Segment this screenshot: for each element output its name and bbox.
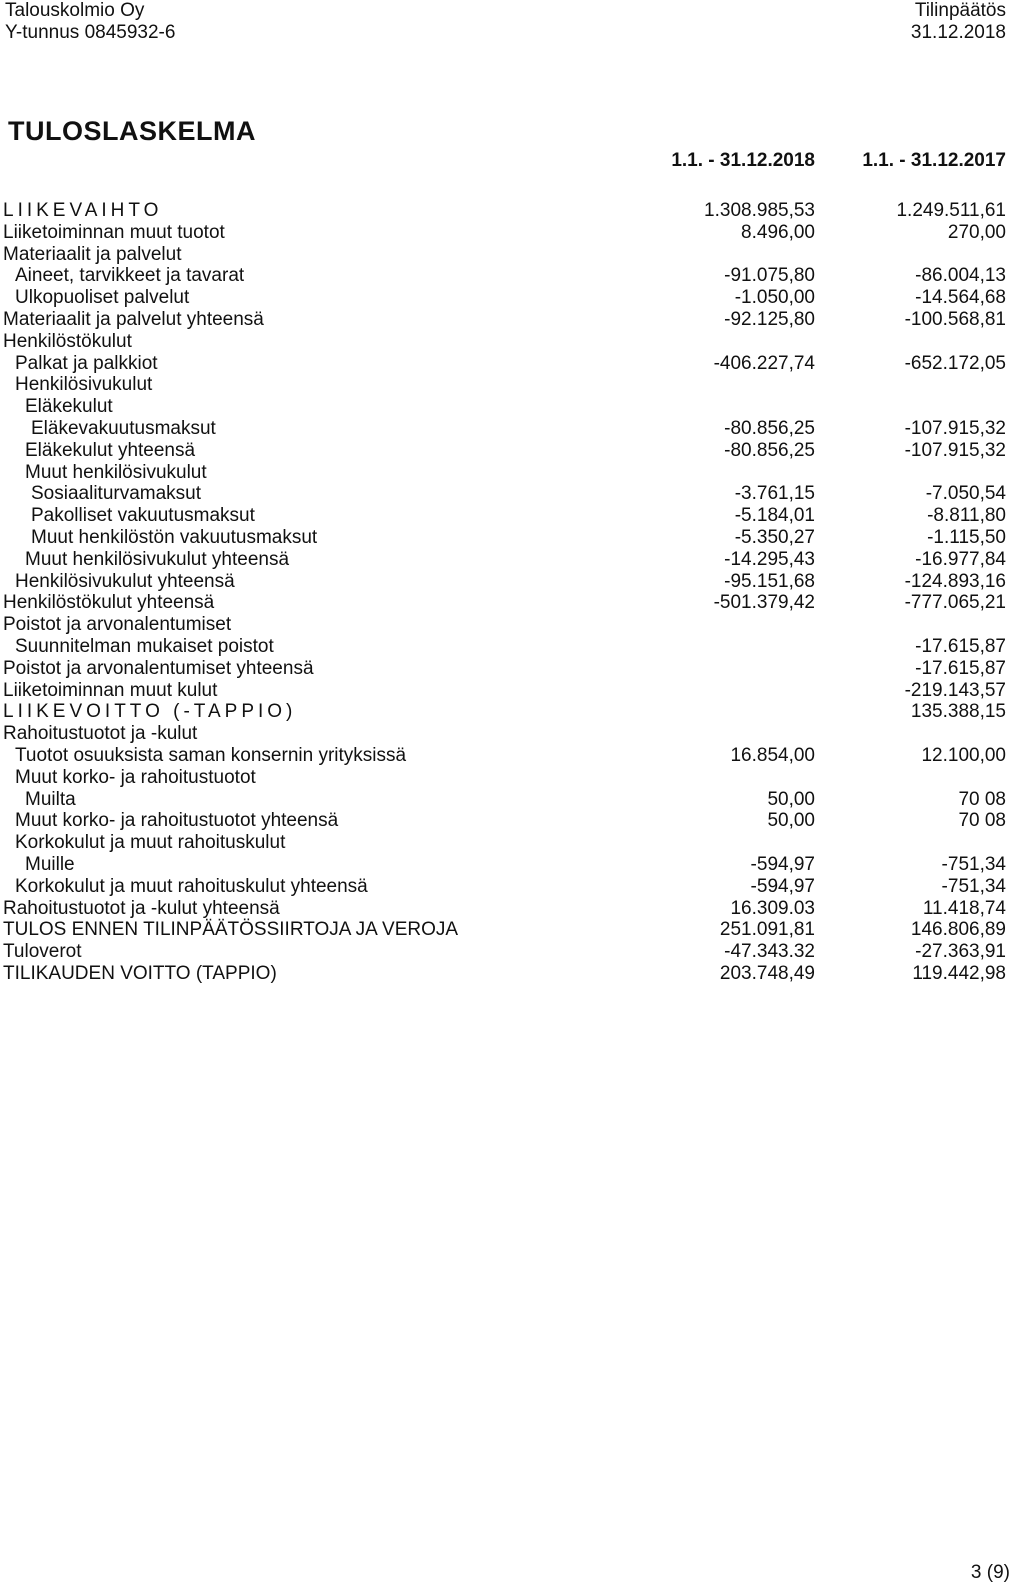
row-label: TULOS ENNEN TILINPÄÄTÖSSIIRTOJA JA VEROJA [3,919,459,941]
value-2017: -219.143,57 [904,679,1006,701]
row-label: Muut henkilöstön vakuutusmaksut [31,526,318,548]
value-2018: -14.295,43 [724,548,815,570]
value-2017: -17.615,87 [915,657,1006,679]
value-2017: -100.568,81 [904,308,1006,330]
value-2017: -751,34 [941,875,1006,897]
table-row [0,636,1024,658]
row-label: Suunnitelman mukaiset poistot [15,635,274,657]
value-2017: -107.915,32 [904,439,1006,461]
row-label: Pakolliset vakuutusmaksut [31,505,255,527]
row-label: Muut korko- ja rahoitustuotot [15,766,256,788]
table-row [0,919,1024,941]
row-label: Tuloverot [3,941,82,963]
value-2017: -27.363,91 [915,941,1006,963]
value-2018: -47.343.32 [724,941,815,963]
column-header-current: 1.1. - 31.12.2018 [671,150,815,171]
value-2017: -777.065,21 [904,592,1006,614]
row-label: Muille [25,853,75,875]
row-label: Muut korko- ja rahoitustuotot yhteensä [15,810,339,832]
value-2018: -594,97 [750,853,815,875]
company-name: Talouskolmio Oy [5,0,145,21]
table-row [0,680,1024,702]
row-label: Poistot ja arvonalentumiset [3,614,232,636]
value-2017: 146.806,89 [910,919,1006,941]
table-row [0,265,1024,287]
row-label: Ulkopuoliset palvelut [15,287,190,309]
value-2018: 203.748,49 [719,962,815,984]
header-left [5,0,175,44]
row-label: Rahoitustuotot ja -kulut yhteensä [3,897,280,919]
table-row [0,549,1024,571]
table-row [0,854,1024,876]
value-2018: -5.350,27 [734,526,815,548]
value-2018: 8.496,00 [741,221,815,243]
row-label: Tuotot osuuksista saman konsernin yrityksissä [15,744,407,766]
row-label: Palkat ja palkkiot [15,352,158,374]
table-row [0,745,1024,767]
table-row [0,876,1024,898]
row-label: LIIKEVAIHTO [3,200,163,221]
table-row [0,396,1024,418]
value-2018: -80.856,25 [724,417,815,439]
table-row [0,483,1024,505]
value-2017: -7.050,54 [925,483,1006,505]
table-row [0,244,1024,266]
value-2017: -8.811,80 [927,505,1006,527]
value-2018: -95.151,68 [724,570,815,592]
value-2018: -5.184,01 [734,505,815,527]
row-label: Muut henkilösivukulut yhteensä [25,548,290,570]
row-label: Rahoitustuotot ja -kulut [3,723,198,745]
value-2017: 70 08 [958,788,1006,810]
row-label: Materiaalit ja palvelut yhteensä [3,308,264,330]
value-2018: -3.761,15 [734,483,815,505]
row-label: Aineet, tarvikkeet ja tavarat [15,265,245,287]
row-label: Sosiaaliturvamaksut [31,483,202,505]
value-2018: -594,97 [750,875,815,897]
value-2017: 135.388,15 [910,701,1006,723]
column-header-previous: 1.1. - 31.12.2017 [862,150,1006,171]
row-label: Eläkekulut [25,396,113,418]
table-row [0,941,1024,963]
value-2017: -124.893,16 [904,570,1006,592]
table-row [0,353,1024,375]
table-row [0,331,1024,353]
row-label: Liiketoiminnan muut kulut [3,679,218,701]
value-2018: -406.227,74 [713,352,815,374]
row-label: Henkilöstökulut [3,330,132,352]
row-label: Eläkevakuutusmaksut [31,417,216,439]
table-row [0,592,1024,614]
table-row [0,658,1024,680]
table-row [0,789,1024,811]
table-row [0,810,1024,832]
value-2017: 11.418,74 [922,897,1006,919]
value-2017: 119.442,98 [912,962,1006,984]
value-2017: 1.249.511,61 [896,200,1006,221]
value-2018: 1.308.985,53 [704,200,815,221]
table-row [0,571,1024,593]
row-label: Henkilösivukulut yhteensä [15,570,235,592]
value-2018: -91.075,80 [724,265,815,287]
value-2017: -17.615,87 [915,635,1006,657]
table-row [0,222,1024,244]
value-2017: 12.100,00 [921,744,1006,766]
income-statement-table [0,200,1024,985]
table-row [0,963,1024,985]
value-2017: -107.915,32 [904,417,1006,439]
value-2017: -14.564,68 [915,287,1006,309]
document-date: 31.12.2018 [910,22,1006,43]
value-2018: 50,00 [767,810,815,832]
table-row [0,723,1024,745]
value-2018: -92.125,80 [724,308,815,330]
table-row [0,505,1024,527]
table-row [0,287,1024,309]
table-row [0,767,1024,789]
row-label: LIIKEVOITTO (-TAPPIO) [3,701,297,723]
page-number: 3 (9) [970,1562,1010,1583]
table-row [0,701,1024,723]
document-type: Tilinpäätös [914,0,1006,21]
table-row [0,418,1024,440]
table-row [0,898,1024,920]
value-2018: 50,00 [767,788,815,810]
value-2018: 16.854,00 [730,744,815,766]
value-2017: -16.977,84 [915,548,1006,570]
value-2017: 70 08 [958,810,1006,832]
value-2018: -80.856,25 [724,439,815,461]
value-2018: -501.379,42 [713,592,815,614]
value-2018: 251.091,81 [719,919,815,941]
row-label: Liiketoiminnan muut tuotot [3,221,225,243]
value-2017: 270,00 [947,221,1006,243]
business-id: Y-tunnus 0845932-6 [5,22,176,43]
table-row [0,374,1024,396]
table-row [0,309,1024,331]
row-label: Korkokulut ja muut rahoituskulut yhteensä [15,875,368,897]
table-row [0,200,1024,222]
row-label: TILIKAUDEN VOITTO (TAPPIO) [3,962,277,984]
row-label: Muilta [25,788,76,810]
page-title: TULOSLASKELMA [8,116,256,146]
value-2017: -86.004,13 [915,265,1006,287]
row-label: Korkokulut ja muut rahoituskulut [15,832,286,854]
value-2017: -751,34 [941,853,1006,875]
table-row [0,527,1024,549]
row-label: Henkilöstökulut yhteensä [3,592,215,614]
row-label: Materiaalit ja palvelut [3,243,182,265]
table-row [0,614,1024,636]
value-2018: -1.050,00 [734,287,815,309]
value-2017: -652.172,05 [904,352,1006,374]
value-2017: -1.115,50 [927,526,1006,548]
row-label: Henkilösivukulut [15,374,153,396]
row-label: Eläkekulut yhteensä [25,439,196,461]
table-row [0,462,1024,484]
row-label: Poistot ja arvonalentumiset yhteensä [3,657,314,679]
value-2018: 16.309.03 [730,897,815,919]
header-right [911,0,1006,44]
table-row [0,440,1024,462]
row-label: Muut henkilösivukulut [25,461,207,483]
table-row [0,832,1024,854]
